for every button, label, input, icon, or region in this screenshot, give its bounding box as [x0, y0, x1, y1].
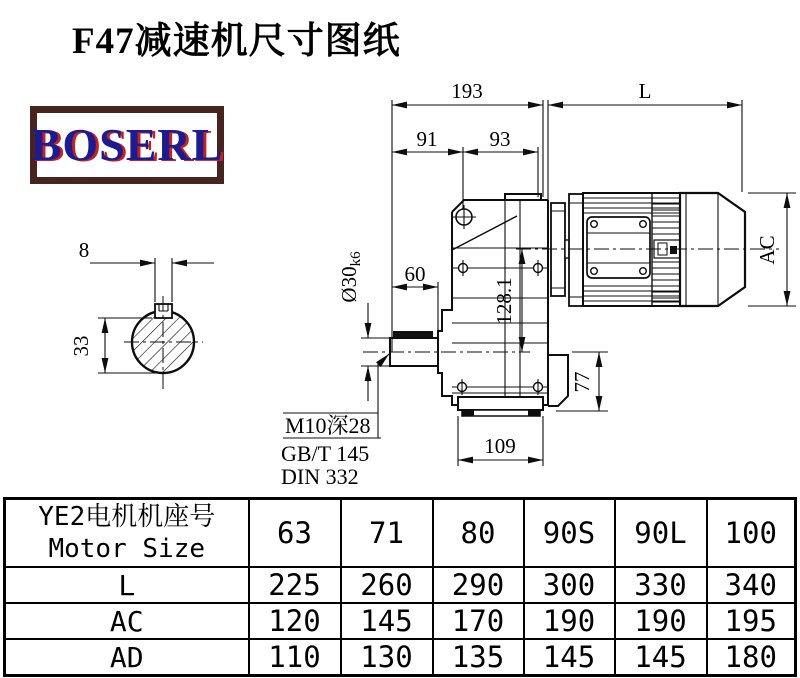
motor-adapter	[551, 194, 583, 306]
note-din332: DIN 332	[281, 464, 359, 489]
cell-AC-90S: 190	[524, 603, 615, 639]
cell-AC-100: 195	[707, 603, 796, 639]
table-header-motor-size	[5, 499, 249, 568]
dim-77-label: 77	[570, 371, 594, 393]
col-header-80: 80	[433, 499, 524, 568]
row-label-AD: AD	[5, 639, 249, 676]
dim-33-label: 33	[69, 335, 93, 357]
dim-shaft-dia-label: Ø30k6	[337, 251, 364, 303]
cell-AD-90S: 145	[524, 639, 615, 676]
col-header-71: 71	[341, 499, 433, 568]
output-shaft	[390, 331, 438, 366]
note-tap-hole: M10深28	[285, 413, 371, 438]
cell-L-71: 260	[341, 567, 433, 603]
note-gbt145: GB/T 145	[281, 441, 370, 466]
dim-L-label: L	[638, 79, 652, 103]
cell-L-90L: 330	[615, 567, 707, 603]
shaft-section-view	[69, 238, 214, 391]
dim-128-label: 128.1	[492, 277, 516, 325]
table-header-row	[5, 499, 796, 568]
col-header-90L: 90L	[615, 499, 707, 568]
dim-AC-label: AC	[755, 235, 779, 265]
header-cn: YE2电机机座号	[38, 501, 216, 532]
cell-L-80: 290	[433, 567, 524, 603]
cell-AD-71: 130	[341, 639, 433, 676]
dim-93-label: 93	[489, 127, 511, 151]
row-label-L: L	[5, 567, 249, 603]
table-row-AD	[5, 639, 796, 676]
cell-AD-90L: 145	[615, 639, 707, 676]
col-header-90S: 90S	[524, 499, 615, 568]
dim-60-label: 60	[404, 262, 426, 286]
cell-AC-80: 170	[433, 603, 524, 639]
header-en: Motor Size	[48, 534, 206, 565]
table-row-L	[5, 567, 796, 603]
cell-L-100: 340	[707, 567, 796, 603]
cell-AC-90L: 190	[615, 603, 707, 639]
col-header-63: 63	[249, 499, 341, 568]
boserl-logo-text: BOSERL	[30, 119, 224, 170]
main-view	[281, 79, 796, 489]
cell-L-90S: 300	[524, 567, 615, 603]
cell-AD-100: 180	[707, 639, 796, 676]
dim-91-label: 91	[416, 127, 438, 151]
motor-size-table	[3, 497, 797, 677]
tap-hole-note	[281, 354, 389, 489]
cell-L-63: 225	[249, 567, 341, 603]
dim-193-label: 193	[451, 79, 483, 103]
table-row-AC	[5, 603, 796, 639]
row-label-AC: AC	[5, 603, 249, 639]
dim-109-label: 109	[484, 434, 516, 458]
dim-key-width-label: 8	[78, 238, 90, 262]
cell-AC-63: 120	[249, 603, 341, 639]
page-title: F47减速机尺寸图纸	[72, 21, 401, 62]
cell-AC-71: 145	[341, 603, 433, 639]
col-header-100: 100	[707, 499, 796, 568]
cell-AD-63: 110	[249, 639, 341, 676]
cell-AD-80: 135	[433, 639, 524, 676]
